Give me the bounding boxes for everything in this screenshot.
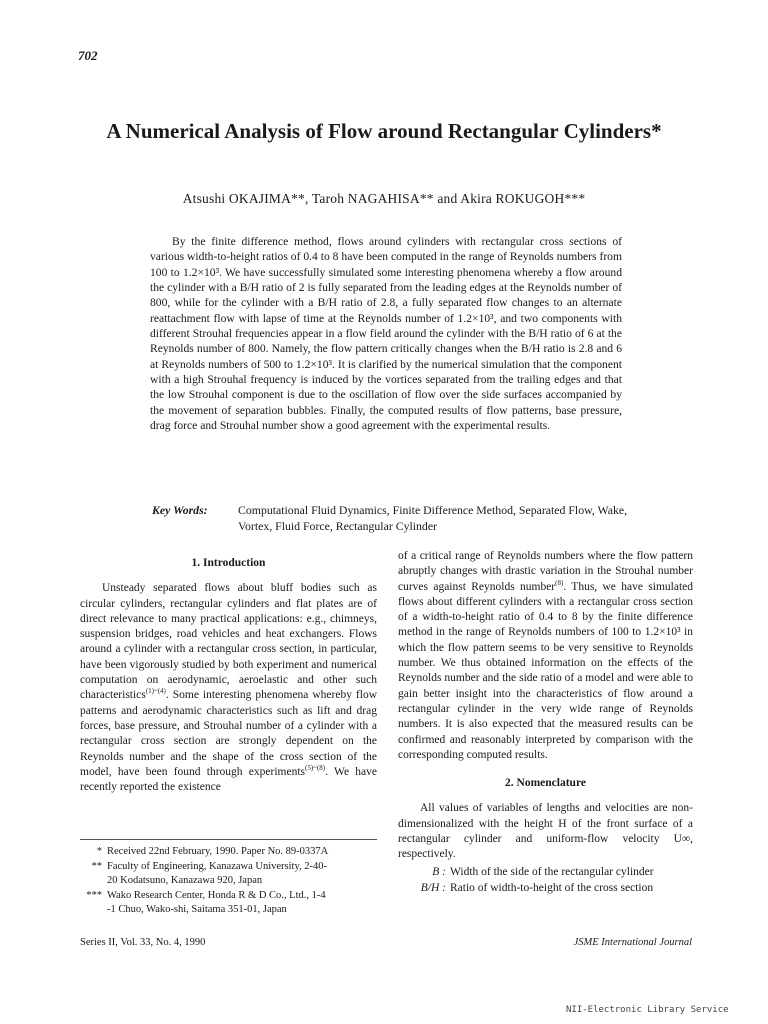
introduction-paragraph [80,581,377,795]
citation-ref: (1)~(4) [145,687,166,696]
footnote-text: Faculty of Engineering, Kanazawa University, 2-40- [107,860,328,872]
intro-text-c: . We have recently reported the existence [80,765,377,794]
footnote-mark: *** [86,889,102,901]
nomenclature-symbol: B/H : [420,881,446,894]
journal-series-info: Series II, Vol. 33, No. 4, 1990 [80,937,206,948]
intro-cont-text-a: of a critical range of Reynolds numbers where the flow pattern abruptly changes with drastic variation in the Strouhal number curves against Reynolds number [398,550,693,593]
key-words: Computational Fluid Dynamics, Finite Difference Method, Separated Flow, Wake, Vortex, Fluid Force, Rectangular Cylinder [238,503,628,533]
footnote-text: Received 22nd February, 1990. Paper No. 89-0337A [107,846,329,857]
page-number: 702 [78,48,98,63]
abstract: By the finite difference method, flows around cylinders with rectangular cross sections of various width-to-height ratios of 0.4 to 8 have been computed in the range of Reynolds numbers from 100 to 1.2×10³. We have successfully simulated some interesting phenomena whereby a flow around the cylinder with a B/H ratio of 2 is fully separated from the leading edges at the Reynolds number of 800, while for the cylinder with a B/H ratio of 2.8, a fully separated flow changes to an alternate reattachment flow with lapse of time at the Reynolds number of 1.2×10³, and two components with different Strouhal frequencies appear in a flow field around the cylinder with the B/H ratio of 6 at the Reynolds number of 800. Namely, the flow pattern critically changes when the B/H ratio is 2.8 and 6 at Reynolds numbers of 500 to 1.2×10³. It is clarified by the numerical simulation that the component with a high Strouhal frequency is induced by the vortices separated from the trailing edges and that the low Strouhal component is due to the oscillation of flow over the side surfaces accompanied by the movement of separation bubbles. Finally, the computed results of flow patterns, base pressure, drag force and Strouhal number show a good agreement with the experimental results. [150,235,622,433]
footnotes [80,845,380,918]
footnote-text: Wako Research Center, Honda R & D Co., Ltd., 1-4 [107,889,326,901]
footnote [80,889,380,904]
introduction-continued [398,549,693,763]
right-column [398,549,693,896]
footnote [80,860,380,875]
footnote-text-continued: -1 Chuo, Wako-shi, Saitama 351-01, Japan [107,904,287,915]
nomenclature-symbol: B : [432,865,446,878]
key-words-label: Key Words: [152,503,208,517]
nomenclature-definition: Ratio of width-to-height of the cross section [450,881,654,894]
intro-cont-text-b: . Thus, we have simulated flows about different cylinders with a rectangular cross section of a width-to-height ratio of 0.4 to 8 by the finite difference method in the range of Reynolds numbers of 100 to 1.2×10³ in which the flow pattern seems to be very sensitive to Reynolds number. We thus obtained information on the effects of the Reynolds number and the side ratio of a model and were able to gain better insight into the characteristics of flow around a rectangular cylinder in the very wide range of Reynolds numbers. It is also expected that the measured results can be confirmed and reasonably interpreted by comparison with the corresponding computed results. [398,580,693,761]
paper-title: A Numerical Analysis of Flow around Rectangular Cylinders* [106,119,662,143]
nomenclature-definition: Width of the side of the rectangular cylinder [450,865,654,878]
footnote-text-continued: 20 Kodatsuno, Kanazawa 920, Japan [107,875,263,886]
citation-ref: (8) [555,578,564,587]
journal-name: JSME International Journal [573,937,692,948]
footnote-mark: * [96,846,102,857]
citation-ref: (5)~(8) [305,764,326,773]
nomenclature-intro: All values of variables of lengths and velocities are non-dimensionalized with the height H of the front surface of a rectangular cylinder and uniform-flow velocity U∞, respectively. [398,802,693,861]
library-stamp: NII-Electronic Library Service [566,1005,729,1015]
footnote-divider [80,839,377,840]
left-column [80,556,377,795]
intro-text-a: Unsteady separated flows about bluff bodies such as circular cylinders, rectangular cylinders and flat plates are of direct relevance to many practical applications: e.g., chimneys, suspension bridges, road vehicles and heat exchangers. Flows around a cylinder with a rectangular cross section, in particular, have been vigorously studied by both experiment and numerical computation on aerodynamic, aeroelastic and other such characteristics [80,582,377,702]
nomenclature-item [398,881,693,896]
introduction-heading: 1. Introduction [191,557,266,569]
nomenclature-heading: 2. Nomenclature [505,777,586,790]
footnote [80,845,380,860]
footnote-mark: ** [91,860,102,872]
intro-text-b: . Some interesting phenomena whereby flow patterns and aerodynamic characteristics such as lift and drag forces, base pressure, and Strouhal number of a cylinder with a rectangular cross section are strongly dependent on the Reynolds number and the shape of the cross section of the model, have been found through experiments [80,689,377,778]
nomenclature-item [398,865,693,880]
author-list: Atsushi OKAJIMA**, Taroh NAGAHISA** and Akira ROKUGOH*** [182,191,586,206]
